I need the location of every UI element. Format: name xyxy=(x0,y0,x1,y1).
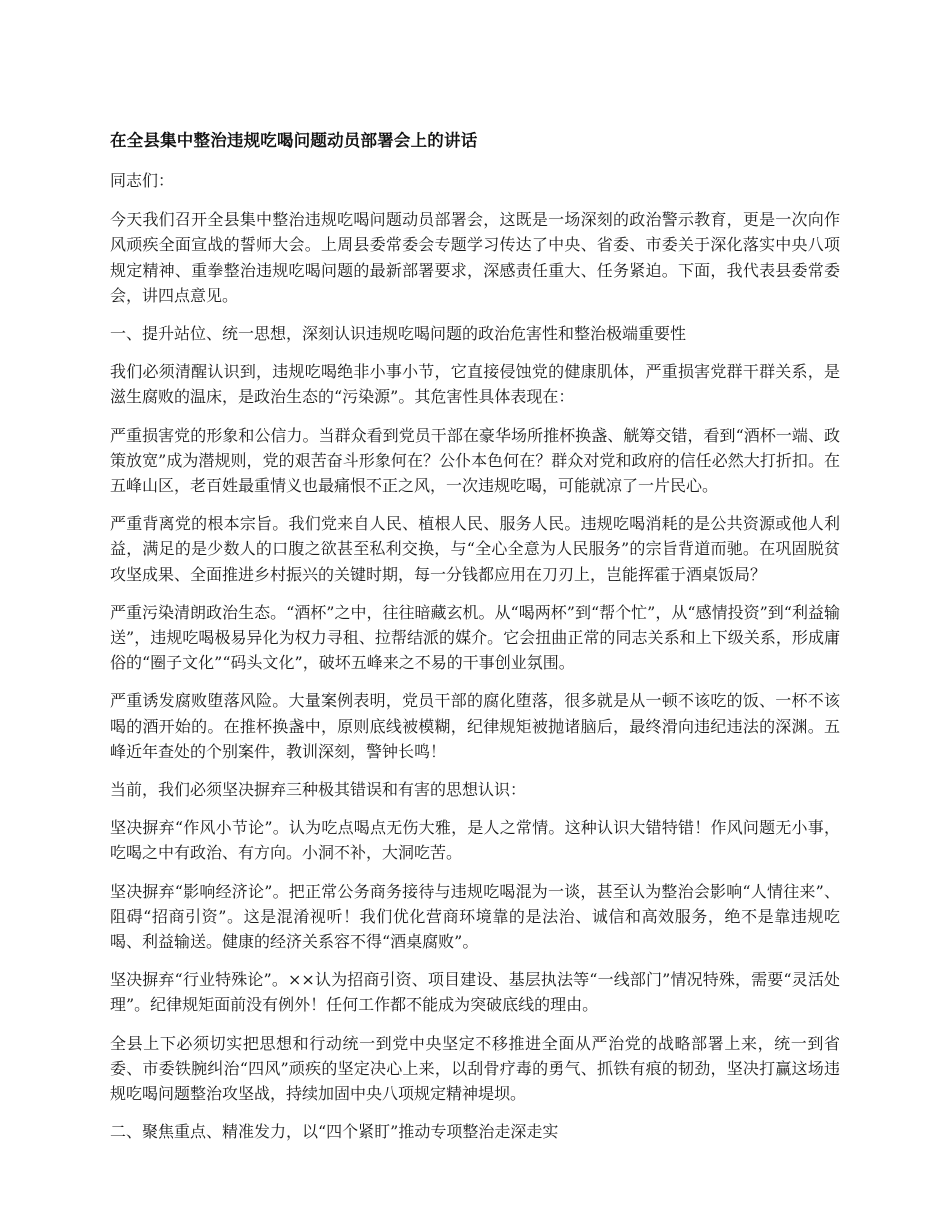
paragraph-opening: 今天我们召开全县集中整治违规吃喝问题动员部署会，这既是一场深刻的政治警示教育，更是一次向作风顽疾全面宣战的誓师大会。上周县委常委会专题学习传达了中央、省委、市委关于深化落实中央八项规定精神、重拳整治违规吃喝问题的最新部署要求，深感责任重大、任务紧迫。下面，我代表县委常委会，讲四点意见。 xyxy=(110,210,840,305)
paragraph-1-2: 严重损害党的形象和公信力。当群众看到党员干部在豪华场所推杯换盏、觥筹交错，看到“酒杯一端、政策放宽”成为潜规则，党的艰苦奋斗形象何在？公仆本色何在？群众对党和政府的信任必然大打折扣。在五峰山区，老百姓最重情义也最痛恨不正之风，一次违规吃喝，可能就凉了一片民心。 xyxy=(110,425,840,496)
paragraph-1-10: 全县上下必须切实把思想和行动统一到党中央坚定不移推进全面从严治党的战略部署上来，统一到省委、市委铁腕纠治“四风”顽疾的坚定决心上来，以刮骨疗毒的勇气、抓铁有痕的韧劲，坚决打赢这场违规吃喝问题整治攻坚战，持续加固中央八项规定精神堤坝。 xyxy=(110,1033,840,1104)
salutation: 同志们： xyxy=(110,171,175,190)
paragraph-1-8: 坚决摒弃“影响经济论”。把正常公务商务接待与违规吃喝混为一谈，甚至认为整治会影响“人情往来”、阻碍“招商引资”。这是混淆视听！我们优化营商环境靠的是法治、诚信和高效服务，绝不是靠违规吃喝、利益输送。健康的经济关系容不得“酒桌腐败”。 xyxy=(110,881,840,952)
paragraph-1-4: 严重污染清朗政治生态。“酒杯”之中，往往暗藏玄机。从“喝两杯”到“帮个忙”，从“感情投资”到“利益输送”，违规吃喝极易异化为权力寻租、拉帮结派的媒介。它会扭曲正常的同志关系和上下级关系，形成庸俗的“圈子文化”“码头文化”，破坏五峰来之不易的干事创业氛围。 xyxy=(110,602,840,673)
section-heading-two: 二、聚焦重点、精准发力，以“四个紧盯”推动专项整治走深走实 xyxy=(110,1122,559,1142)
document-body xyxy=(110,130,840,1145)
paragraph-1-5: 严重诱发腐败堕落风险。大量案例表明，党员干部的腐化堕落，很多就是从一顿不该吃的饭、一杯不该喝的酒开始的。在推杯换盏中，原则底线被模糊，纪律规矩被抛诸脑后，最终滑向违纪违法的深渊。五峰近年查处的个别案件，教训深刻，警钟长鸣！ xyxy=(110,691,840,761)
section-heading-one: 一、提升站位、统一思想，深刻认识违规吃喝问题的政治危害性和整治极端重要性 xyxy=(110,324,687,344)
page-title: 在全县集中整治违规吃喝问题动员部署会上的讲话 xyxy=(110,131,478,150)
paragraph-1-7: 坚决摒弃“作风小节论”。认为吃点喝点无伤大雅，是人之常情。这种认识大错特错！作风问题无小事，吃喝之中有政治、有方向。小洞不补，大洞吃苦。 xyxy=(110,818,840,863)
paragraph-1-9: 坚决摒弃“行业特殊论”。××认为招商引资、项目建设、基层执法等“一线部门”情况特殊，需要“灵活处理”。纪律规矩面前没有例外！任何工作都不能成为突破底线的理由。 xyxy=(110,970,840,1015)
paragraph-1-1: 我们必须清醒认识到，违规吃喝绝非小事小节，它直接侵蚀党的健康肌体，严重损害党群干群关系，是滋生腐败的温床，是政治生态的“污染源”。其危害性具体表现在： xyxy=(110,362,840,407)
paragraph-1-3: 严重背离党的根本宗旨。我们党来自人民、植根人民、服务人民。违规吃喝消耗的是公共资源或他人利益，满足的是少数人的口腹之欲甚至私利交换，与“全心全意为人民服务”的宗旨背道而驰。在巩固脱贫攻坚成果、全面推进乡村振兴的关键时期，每一分钱都应用在刀刃上，岂能挥霍于酒桌饭局？ xyxy=(110,514,840,584)
paragraph-1-6: 当前，我们必须坚决摒弃三种极其错误和有害的思想认识： xyxy=(110,780,527,800)
